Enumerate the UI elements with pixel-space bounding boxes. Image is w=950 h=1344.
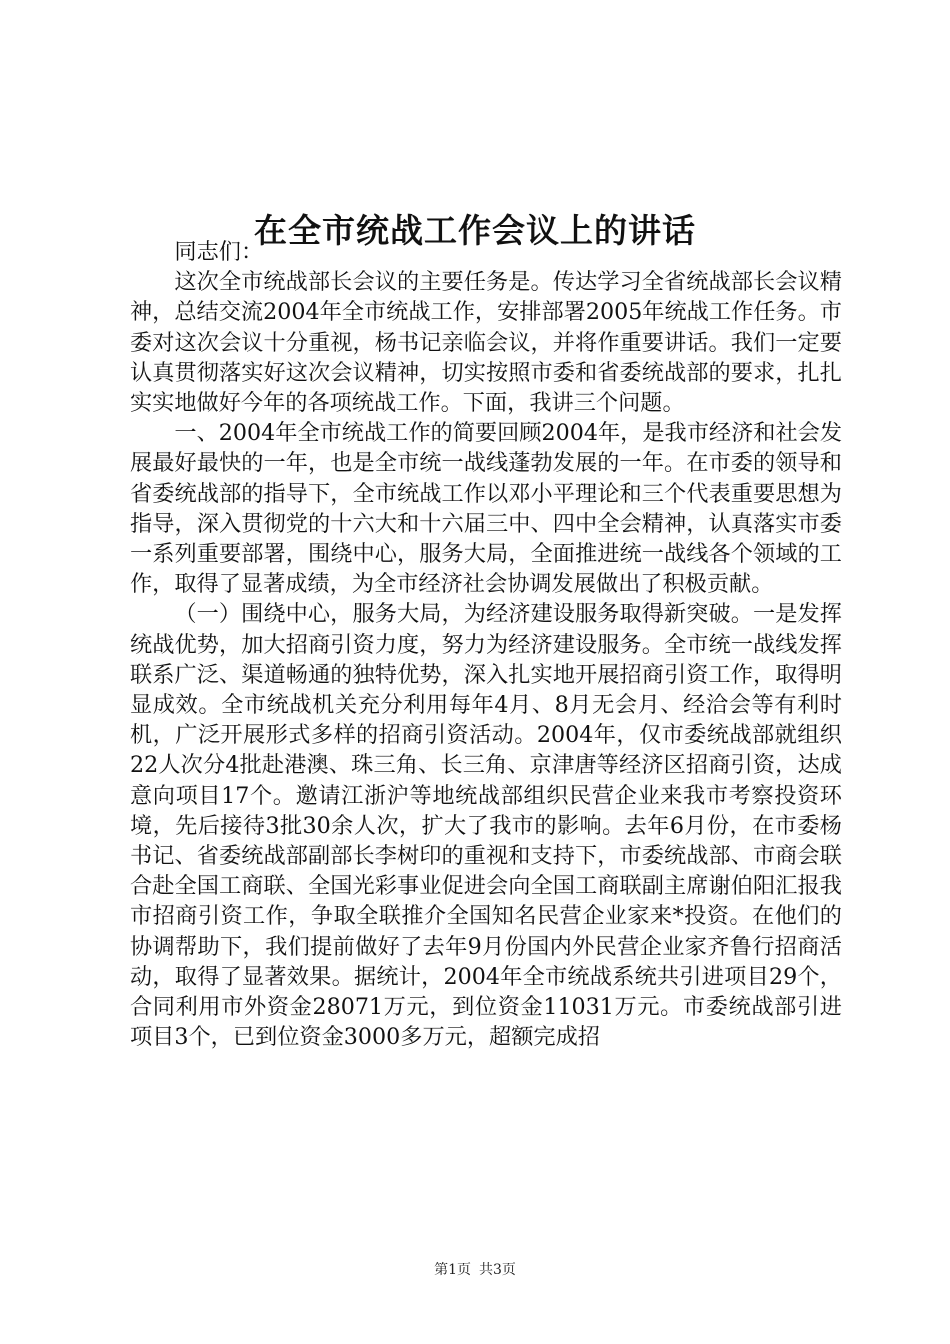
salutation: 同志们：: [174, 239, 264, 265]
page-footer: [0, 1260, 950, 1280]
document-body: [130, 237, 842, 1052]
paragraph-section-one: 一、2004年全市统战工作的简要回顾2004年，是我市经济和社会发展最好最快的一年，也是全市统一战线蓬勃发展的一年。在市委的领导和省委统战部的指导下，全市统战工作以邓小平理论和三个代表重要思想为指导，深入贯彻党的十六大和十六届三中、四中全会精神，认真落实市委一系列重要部署，围绕中心，服务大局，全面推进统一战线各个领域的工作，取得了显著成绩，为全市经济社会协调发展做出了积极贡献。: [130, 420, 843, 598]
document-title: 在全市统战工作会议上的讲话: [254, 211, 696, 251]
paragraph-intro: 这次全市统战部长会议的主要任务是。传达学习全省统战部长会议精神，总结交流2004年全市统战工作，安排部署2005年统战工作任务。市委对这次会议十分重视，杨书记亲临会议，并将作重要讲话。我们一定要认真贯彻落实好这次会议精神，切实按照市委和省委统战部的要求，扎扎实实地做好今年的各项统战工作。下面，我讲三个问题。: [130, 269, 842, 417]
page-number: 第1页: [434, 1262, 471, 1278]
paragraph-subsection-one: （一）围绕中心，服务大局，为经济建设服务取得新突破。一是发挥统战优势，加大招商引资力度，努力为经济建设服务。全市统一战线发挥联系广泛、渠道畅通的独特优势，深入扎实地开展招商引资工作，取得明显成效。全市统战机关充分利用每年4月、8月无会月、经洽会等有利时机，广泛开展形式多样的招商引资活动。2004年，仅市委统战部就组织22人次分4批赴港澳、珠三角、长三角、京津唐等经济区招商引资，达成意向项目17个。邀请江浙沪等地统战部组织民营企业来我市考察投资环境，先后接待3批30余人次，扩大了我市的影响。去年6月份，在市委杨书记、省委统战部副部长李树印的重视和支持下，市委统战部、市商会联合赴全国工商联、全国光彩事业促进会向全国工商联副主席谢伯阳汇报我市招商引资工作，争取全联推介全国知名民营企业家来*投资。在他们的协调帮助下，我们提前做好了去年9月份国内外民营企业家齐鲁行招商活动，取得了显著效果。据统计，2004年全市统战系统共引进项目29个，合同利用市外资金28071万元，到位资金11031万元。市委统战部引进项目3个，已到位资金3000多万元，超额完成招: [130, 601, 842, 1051]
page-total: 共3页: [479, 1262, 516, 1278]
